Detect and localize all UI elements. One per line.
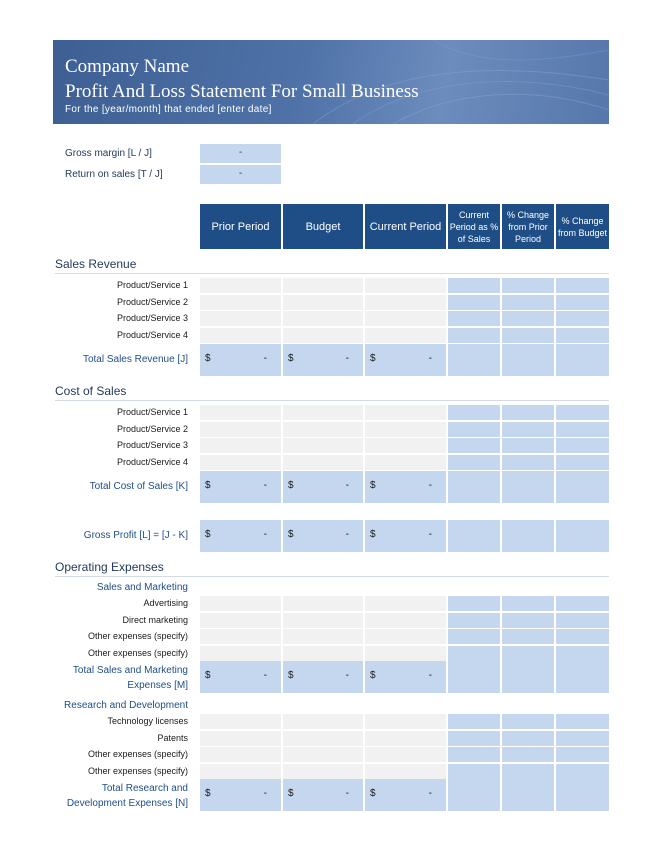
column-header-percent-of-sales: Current Period as % of Sales [448, 204, 500, 249]
sales-revenue-percent-cell[interactable] [502, 278, 554, 294]
sales-revenue-total-percent-cell[interactable] [556, 344, 609, 376]
sales-revenue-row-label: Product/Service 1 [116, 280, 188, 290]
cost-of-sales-input-cell[interactable] [200, 405, 281, 421]
cost-of-sales-input-cell[interactable] [200, 422, 281, 438]
sales-marketing-input-cell[interactable] [200, 596, 281, 612]
cost-of-sales-row-label: Product/Service 1 [116, 407, 188, 417]
research-development-total-label: Total Research and Development Expenses [N] [66, 783, 188, 809]
sales-marketing-percent-cell[interactable] [448, 613, 500, 629]
sales-revenue-input-cell[interactable] [365, 295, 446, 311]
research-development-percent-cell[interactable] [502, 764, 554, 780]
sales-revenue-input-cell[interactable] [283, 278, 363, 294]
currency-symbol: $ [205, 353, 211, 364]
cost-of-sales-percent-cell[interactable] [502, 405, 554, 421]
sales-marketing-percent-cell[interactable] [556, 613, 609, 629]
research-development-row-label: Patents [157, 732, 188, 743]
sales-revenue-percent-cell[interactable] [556, 295, 609, 311]
currency-symbol: $ [205, 529, 211, 540]
research-development-input-cell[interactable] [200, 764, 281, 780]
sales-revenue-input-cell[interactable] [200, 295, 281, 311]
research-development-percent-cell[interactable] [502, 747, 554, 763]
sales-marketing-percent-cell[interactable] [502, 613, 554, 629]
return-on-sales-value[interactable]: - [200, 165, 281, 184]
cost-of-sales-input-cell[interactable] [283, 422, 363, 438]
section-cost-of-sales: Cost of Sales [55, 384, 609, 401]
sales-marketing-percent-cell[interactable] [448, 629, 500, 645]
sales-marketing-percent-cell[interactable] [556, 629, 609, 645]
sales-marketing-row-label: Other expenses (specify) [87, 647, 188, 658]
research-development-total-cell[interactable] [365, 779, 446, 811]
currency-symbol: $ [288, 670, 294, 681]
cost-of-sales-percent-cell[interactable] [502, 438, 554, 454]
currency-symbol: $ [370, 353, 376, 364]
research-development-total-percent-cell[interactable] [502, 779, 554, 811]
research-development-total-cell[interactable] [200, 779, 281, 811]
cost-of-sales-input-cell[interactable] [365, 422, 446, 438]
sales-marketing-percent-cell[interactable] [502, 646, 554, 662]
sales-revenue-total-percent-cell[interactable] [502, 344, 554, 376]
currency-symbol: $ [288, 529, 294, 540]
gross-profit-total-cell[interactable] [365, 520, 446, 552]
sales-revenue-input-cell[interactable] [200, 278, 281, 294]
sales-revenue-total-cell[interactable] [283, 344, 363, 376]
sales-revenue-percent-cell[interactable] [448, 311, 500, 327]
amount-value: - [263, 529, 267, 540]
cost-of-sales-percent-cell[interactable] [448, 422, 500, 438]
sales-revenue-row-label: Product/Service 4 [116, 329, 188, 340]
section-sales-revenue: Sales Revenue [55, 257, 609, 274]
sales-marketing-input-cell[interactable] [365, 613, 446, 629]
cost-of-sales-input-cell[interactable] [200, 438, 281, 454]
cost-of-sales-percent-cell[interactable] [448, 405, 500, 421]
cost-of-sales-total-cell[interactable] [365, 471, 446, 503]
gross-profit-total-percent-cell[interactable] [556, 520, 609, 552]
sales-revenue-input-cell[interactable] [365, 311, 446, 327]
amount-value: - [345, 788, 349, 799]
cost-of-sales-percent-cell[interactable] [502, 455, 554, 471]
research-development-row-label: Technology licenses [107, 716, 188, 726]
cost-of-sales-percent-cell[interactable] [556, 455, 609, 471]
research-development-percent-cell[interactable] [448, 731, 500, 747]
sales-marketing-total-label: Total Sales and Marketing Expenses [M] [72, 665, 188, 691]
column-header-budget: Budget [283, 204, 363, 249]
column-header-current-period: Current Period [365, 204, 446, 249]
column-header-change-prior: % Change from Prior Period [502, 204, 554, 249]
research-development-row-label: Other expenses (specify) [87, 749, 188, 759]
research-development-input-cell[interactable] [283, 731, 363, 747]
research-development-input-cell[interactable] [200, 747, 281, 763]
sales-revenue-total-percent-cell[interactable] [448, 344, 500, 376]
sales-marketing-percent-cell[interactable] [556, 646, 609, 662]
sales-marketing-percent-cell[interactable] [448, 646, 500, 662]
gross-margin-label: Gross margin [L / J] [65, 148, 152, 159]
amount-value: - [428, 670, 432, 681]
sales-marketing-input-cell[interactable] [200, 646, 281, 662]
sales-revenue-percent-cell[interactable] [556, 278, 609, 294]
research-development-input-cell[interactable] [283, 747, 363, 763]
currency-symbol: $ [205, 480, 211, 491]
sales-revenue-total-cell[interactable] [200, 344, 281, 376]
cost-of-sales-percent-cell[interactable] [448, 455, 500, 471]
amount-value: - [428, 788, 432, 799]
research-development-percent-cell[interactable] [556, 731, 609, 747]
currency-symbol: $ [205, 670, 211, 681]
currency-symbol: $ [370, 788, 376, 799]
research-development-input-cell[interactable] [200, 731, 281, 747]
gross-profit-total-cell[interactable] [283, 520, 363, 552]
sales-marketing-input-cell[interactable] [283, 596, 363, 612]
sales-marketing-input-cell[interactable] [200, 613, 281, 629]
research-development-total-cell[interactable] [283, 779, 363, 811]
amount-value: - [345, 529, 349, 540]
research-development-input-cell[interactable] [365, 731, 446, 747]
currency-symbol: $ [288, 480, 294, 491]
sales-marketing-total-percent-cell[interactable] [448, 661, 500, 693]
gross-profit-total-percent-cell[interactable] [502, 520, 554, 552]
sales-marketing-percent-cell[interactable] [502, 629, 554, 645]
cost-of-sales-percent-cell[interactable] [556, 405, 609, 421]
cost-of-sales-total-percent-cell[interactable] [502, 471, 554, 503]
research-development-percent-cell[interactable] [448, 747, 500, 763]
research-development-input-cell[interactable] [200, 714, 281, 730]
cost-of-sales-percent-cell[interactable] [502, 422, 554, 438]
cost-of-sales-total-percent-cell[interactable] [448, 471, 500, 503]
currency-symbol: $ [288, 788, 294, 799]
sales-marketing-input-cell[interactable] [365, 629, 446, 645]
currency-symbol: $ [205, 788, 211, 799]
cost-of-sales-percent-cell[interactable] [448, 438, 500, 454]
sales-revenue-percent-cell[interactable] [448, 295, 500, 311]
statement-title[interactable]: Profit And Loss Statement For Small Business [65, 81, 419, 102]
research-development-total-percent-cell[interactable] [556, 779, 609, 811]
subsection-sales-marketing: Sales and Marketing [96, 582, 188, 593]
sales-marketing-input-cell[interactable] [365, 646, 446, 662]
currency-symbol: $ [370, 529, 376, 540]
cost-of-sales-input-cell[interactable] [283, 455, 363, 471]
cost-of-sales-row-label: Product/Service 3 [116, 440, 188, 450]
amount-value: - [345, 670, 349, 681]
amount-value: - [345, 353, 349, 364]
research-development-input-cell[interactable] [283, 714, 363, 730]
amount-value: - [263, 788, 267, 799]
cost-of-sales-total-percent-cell[interactable] [556, 471, 609, 503]
sales-marketing-input-cell[interactable] [200, 629, 281, 645]
sales-marketing-input-cell[interactable] [283, 613, 363, 629]
sales-revenue-input-cell[interactable] [365, 278, 446, 294]
sales-marketing-total-cell[interactable] [365, 661, 446, 693]
gross-profit-total-cell[interactable] [200, 520, 281, 552]
research-development-percent-cell[interactable] [556, 747, 609, 763]
cost-of-sales-input-cell[interactable] [283, 405, 363, 421]
column-header-prior-period: Prior Period [200, 204, 281, 249]
research-development-percent-cell[interactable] [502, 714, 554, 730]
research-development-percent-cell[interactable] [502, 731, 554, 747]
cost-of-sales-input-cell[interactable] [365, 405, 446, 421]
sales-revenue-total-label: Total Sales Revenue [J] [82, 354, 188, 365]
sales-marketing-input-cell[interactable] [365, 596, 446, 612]
sales-revenue-percent-cell[interactable] [556, 311, 609, 327]
sales-revenue-total-cell[interactable] [365, 344, 446, 376]
cost-of-sales-total-cell[interactable] [200, 471, 281, 503]
return-on-sales-label: Return on sales [T / J] [65, 169, 163, 180]
currency-symbol: $ [288, 353, 294, 364]
research-development-percent-cell[interactable] [448, 714, 500, 730]
sales-revenue-percent-cell[interactable] [448, 328, 500, 344]
sales-revenue-percent-cell[interactable] [502, 328, 554, 344]
research-development-percent-cell[interactable] [448, 764, 500, 780]
amount-value: - [428, 353, 432, 364]
sales-revenue-row-label: Product/Service 2 [116, 296, 188, 307]
sales-revenue-input-cell[interactable] [365, 328, 446, 344]
sales-marketing-total-cell[interactable] [200, 661, 281, 693]
research-development-percent-cell[interactable] [556, 714, 609, 730]
statement-subtitle[interactable]: For the [year/month] that ended [enter date] [65, 104, 272, 115]
gross-margin-value[interactable]: - [200, 144, 281, 163]
sales-revenue-percent-cell[interactable] [556, 328, 609, 344]
amount-value: - [263, 670, 267, 681]
sales-marketing-input-cell[interactable] [283, 646, 363, 662]
research-development-input-cell[interactable] [365, 764, 446, 780]
sales-revenue-input-cell[interactable] [200, 328, 281, 344]
sales-marketing-total-percent-cell[interactable] [502, 661, 554, 693]
sales-revenue-percent-cell[interactable] [502, 295, 554, 311]
amount-value: - [428, 480, 432, 491]
sales-revenue-percent-cell[interactable] [502, 311, 554, 327]
cost-of-sales-input-cell[interactable] [283, 438, 363, 454]
cost-of-sales-input-cell[interactable] [365, 455, 446, 471]
research-development-percent-cell[interactable] [556, 764, 609, 780]
research-development-input-cell[interactable] [365, 714, 446, 730]
amount-value: - [428, 529, 432, 540]
sales-marketing-percent-cell[interactable] [556, 596, 609, 612]
amount-value: - [263, 480, 267, 491]
cost-of-sales-percent-cell[interactable] [556, 438, 609, 454]
header-banner [53, 40, 609, 124]
sales-marketing-row-label: Advertising [143, 598, 188, 608]
sales-marketing-total-percent-cell[interactable] [556, 661, 609, 693]
section-operating-expenses: Operating Expenses [55, 560, 609, 577]
cost-of-sales-row-label: Product/Service 2 [116, 423, 188, 434]
amount-value: - [263, 353, 267, 364]
sales-revenue-input-cell[interactable] [283, 295, 363, 311]
research-development-input-cell[interactable] [365, 747, 446, 763]
sales-marketing-percent-cell[interactable] [448, 596, 500, 612]
amount-value: - [345, 480, 349, 491]
cost-of-sales-total-label: Total Cost of Sales [K] [89, 481, 188, 492]
sales-marketing-percent-cell[interactable] [502, 596, 554, 612]
sales-marketing-input-cell[interactable] [283, 629, 363, 645]
currency-symbol: $ [370, 670, 376, 681]
sales-revenue-input-cell[interactable] [283, 328, 363, 344]
sales-revenue-row-label: Product/Service 3 [116, 313, 188, 323]
research-development-total-percent-cell[interactable] [448, 779, 500, 811]
company-name[interactable]: Company Name [65, 56, 190, 77]
cost-of-sales-total-cell[interactable] [283, 471, 363, 503]
cost-of-sales-row-label: Product/Service 4 [116, 456, 188, 467]
sales-marketing-row-label: Direct marketing [122, 614, 188, 625]
sales-revenue-percent-cell[interactable] [448, 278, 500, 294]
column-header-change-budget: % Change from Budget [556, 204, 609, 249]
currency-symbol: $ [370, 480, 376, 491]
cost-of-sales-input-cell[interactable] [365, 438, 446, 454]
cost-of-sales-percent-cell[interactable] [556, 422, 609, 438]
subsection-research-development: Research and Development [64, 700, 188, 711]
research-development-input-cell[interactable] [283, 764, 363, 780]
sales-marketing-total-cell[interactable] [283, 661, 363, 693]
sales-revenue-input-cell[interactable] [283, 311, 363, 327]
research-development-row-label: Other expenses (specify) [87, 765, 188, 776]
cost-of-sales-input-cell[interactable] [200, 455, 281, 471]
gross-profit-total-percent-cell[interactable] [448, 520, 500, 552]
sales-marketing-row-label: Other expenses (specify) [87, 631, 188, 641]
sales-revenue-input-cell[interactable] [200, 311, 281, 327]
gross-profit-total-label: Gross Profit [L] = [J - K] [83, 530, 188, 541]
